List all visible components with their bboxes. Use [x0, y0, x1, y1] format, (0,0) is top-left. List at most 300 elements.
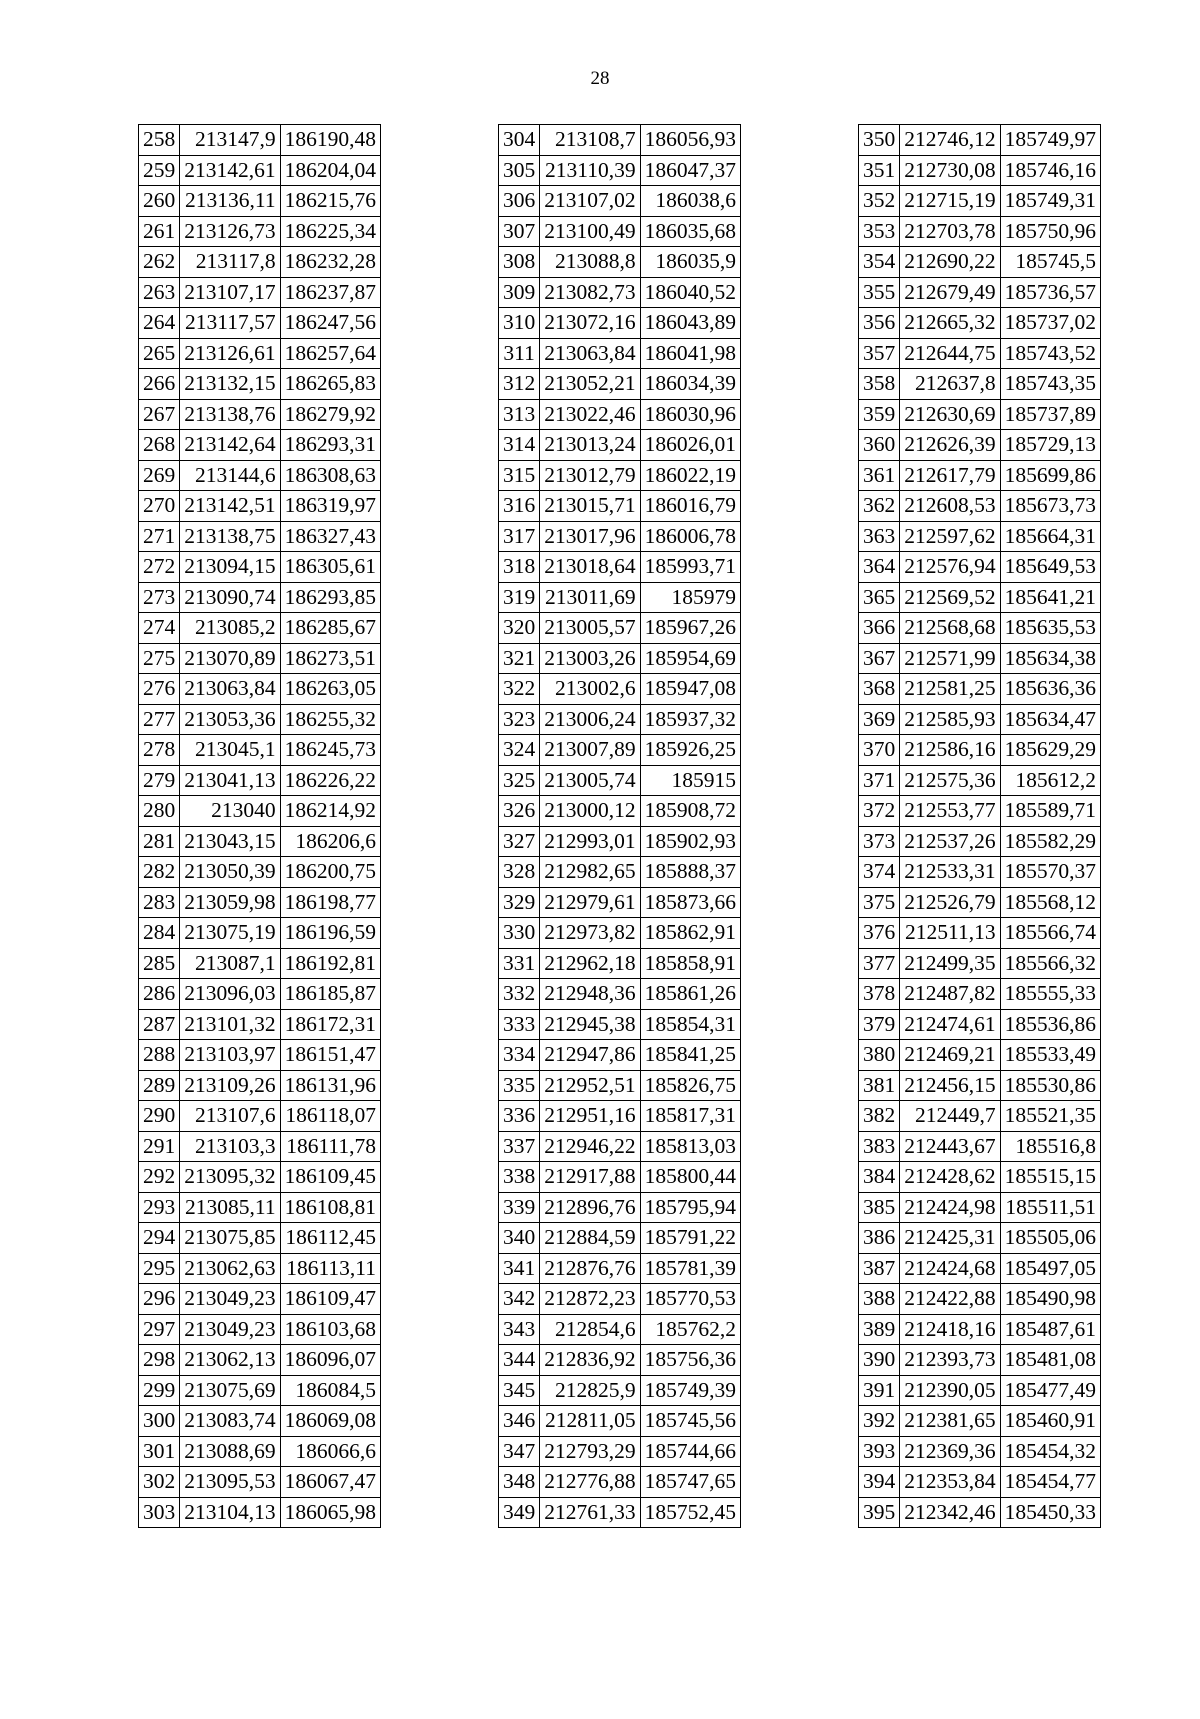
- y-coordinate-cell: 185737,89: [1000, 399, 1100, 430]
- point-number-cell: 387: [859, 1253, 900, 1284]
- table-row: [859, 1467, 1101, 1498]
- point-number-cell: 356: [859, 308, 900, 339]
- point-number-cell: 343: [499, 1314, 540, 1345]
- y-coordinate-cell: 185737,02: [1000, 308, 1100, 339]
- y-coordinate-cell: 186255,32: [280, 704, 380, 735]
- point-number-cell: 360: [859, 430, 900, 461]
- point-number-cell: 361: [859, 460, 900, 491]
- point-number-cell: 277: [139, 704, 180, 735]
- point-number-cell: 370: [859, 735, 900, 766]
- point-number-cell: 306: [499, 186, 540, 217]
- table-row: [499, 1345, 741, 1376]
- y-coordinate-cell: 185582,29: [1000, 826, 1100, 857]
- point-number-cell: 269: [139, 460, 180, 491]
- table-row: [139, 430, 381, 461]
- point-number-cell: 328: [499, 857, 540, 888]
- table-row: [859, 491, 1101, 522]
- table-row: [859, 948, 1101, 979]
- table-row: [499, 1467, 741, 1498]
- y-coordinate-cell: 186041,98: [640, 338, 740, 369]
- y-coordinate-cell: 186096,07: [280, 1345, 380, 1376]
- y-coordinate-cell: 185861,26: [640, 979, 740, 1010]
- table-row: [499, 1253, 741, 1284]
- y-coordinate-cell: 185813,03: [640, 1131, 740, 1162]
- x-coordinate-cell: 212825,9: [540, 1375, 640, 1406]
- table-row: [499, 430, 741, 461]
- y-coordinate-cell: 185926,25: [640, 735, 740, 766]
- point-number-cell: 384: [859, 1162, 900, 1193]
- point-number-cell: 268: [139, 430, 180, 461]
- x-coordinate-cell: 213090,74: [180, 582, 280, 613]
- x-coordinate-cell: 213002,6: [540, 674, 640, 705]
- point-number-cell: 295: [139, 1253, 180, 1284]
- point-number-cell: 383: [859, 1131, 900, 1162]
- x-coordinate-cell: 212474,61: [900, 1009, 1000, 1040]
- point-number-cell: 354: [859, 247, 900, 278]
- table-row: [139, 1314, 381, 1345]
- table-row: [859, 918, 1101, 949]
- table-row: [139, 491, 381, 522]
- table-row: [859, 643, 1101, 674]
- table-row: [859, 430, 1101, 461]
- point-number-cell: 310: [499, 308, 540, 339]
- x-coordinate-cell: 212884,59: [540, 1223, 640, 1254]
- table-row: [139, 735, 381, 766]
- point-number-cell: 393: [859, 1436, 900, 1467]
- point-number-cell: 280: [139, 796, 180, 827]
- table-row: [139, 308, 381, 339]
- table-row: [139, 582, 381, 613]
- table-row: [859, 704, 1101, 735]
- y-coordinate-cell: 185749,97: [1000, 125, 1100, 156]
- y-coordinate-cell: 185795,94: [640, 1192, 740, 1223]
- y-coordinate-cell: 186190,48: [280, 125, 380, 156]
- table-row: [859, 216, 1101, 247]
- table-row: [499, 521, 741, 552]
- y-coordinate-cell: 185481,08: [1000, 1345, 1100, 1376]
- point-number-cell: 330: [499, 918, 540, 949]
- y-coordinate-cell: 185536,86: [1000, 1009, 1100, 1040]
- point-number-cell: 279: [139, 765, 180, 796]
- y-coordinate-cell: 186067,47: [280, 1467, 380, 1498]
- y-coordinate-cell: 186016,79: [640, 491, 740, 522]
- point-number-cell: 321: [499, 643, 540, 674]
- x-coordinate-cell: 212553,77: [900, 796, 1000, 827]
- table-row: [859, 1192, 1101, 1223]
- table-row: [139, 1497, 381, 1528]
- x-coordinate-cell: 212597,62: [900, 521, 1000, 552]
- table-row: [859, 1009, 1101, 1040]
- y-coordinate-cell: 185505,06: [1000, 1223, 1100, 1254]
- y-coordinate-cell: 186204,04: [280, 155, 380, 186]
- table-row: [139, 613, 381, 644]
- y-coordinate-cell: 185736,57: [1000, 277, 1100, 308]
- x-coordinate-cell: 213041,13: [180, 765, 280, 796]
- point-number-cell: 342: [499, 1284, 540, 1315]
- table-row: [139, 765, 381, 796]
- x-coordinate-cell: 212425,31: [900, 1223, 1000, 1254]
- point-number-cell: 273: [139, 582, 180, 613]
- y-coordinate-cell: 186118,07: [280, 1101, 380, 1132]
- y-coordinate-cell: 185555,33: [1000, 979, 1100, 1010]
- y-coordinate-cell: 186113,11: [280, 1253, 380, 1284]
- x-coordinate-cell: 213045,1: [180, 735, 280, 766]
- point-number-cell: 381: [859, 1070, 900, 1101]
- x-coordinate-cell: 212626,39: [900, 430, 1000, 461]
- x-coordinate-cell: 212381,65: [900, 1406, 1000, 1437]
- page-number: 28: [590, 68, 610, 89]
- x-coordinate-cell: 212761,33: [540, 1497, 640, 1528]
- point-number-cell: 308: [499, 247, 540, 278]
- x-coordinate-cell: 212608,53: [900, 491, 1000, 522]
- table-row: [859, 1101, 1101, 1132]
- y-coordinate-cell: 185744,66: [640, 1436, 740, 1467]
- point-number-cell: 351: [859, 155, 900, 186]
- y-coordinate-cell: 186319,97: [280, 491, 380, 522]
- point-number-cell: 300: [139, 1406, 180, 1437]
- table-row: [499, 826, 741, 857]
- table-row: [499, 369, 741, 400]
- y-coordinate-cell: 185521,35: [1000, 1101, 1100, 1132]
- table-row: [499, 491, 741, 522]
- table-row: [499, 1009, 741, 1040]
- table-row: [499, 948, 741, 979]
- x-coordinate-cell: 212499,35: [900, 948, 1000, 979]
- x-coordinate-cell: 212715,19: [900, 186, 1000, 217]
- x-coordinate-cell: 213022,46: [540, 399, 640, 430]
- table-row: [139, 247, 381, 278]
- point-number-cell: 327: [499, 826, 540, 857]
- coordinate-table-1: [138, 124, 381, 1528]
- y-coordinate-cell: 186131,96: [280, 1070, 380, 1101]
- x-coordinate-cell: 212511,13: [900, 918, 1000, 949]
- y-coordinate-cell: 185641,21: [1000, 582, 1100, 613]
- coordinate-table-2: [498, 124, 741, 1528]
- x-coordinate-cell: 213050,39: [180, 857, 280, 888]
- x-coordinate-cell: 212811,05: [540, 1406, 640, 1437]
- y-coordinate-cell: 185612,2: [1000, 765, 1100, 796]
- table-row: [499, 1497, 741, 1528]
- y-coordinate-cell: 186069,08: [280, 1406, 380, 1437]
- point-number-cell: 293: [139, 1192, 180, 1223]
- y-coordinate-cell: 185756,36: [640, 1345, 740, 1376]
- x-coordinate-cell: 213126,61: [180, 338, 280, 369]
- y-coordinate-cell: 185745,5: [1000, 247, 1100, 278]
- table-row: [859, 1253, 1101, 1284]
- y-coordinate-cell: 186192,81: [280, 948, 380, 979]
- x-coordinate-cell: 212342,46: [900, 1497, 1000, 1528]
- x-coordinate-cell: 213095,32: [180, 1162, 280, 1193]
- x-coordinate-cell: 213083,74: [180, 1406, 280, 1437]
- x-coordinate-cell: 213142,64: [180, 430, 280, 461]
- x-coordinate-cell: 213094,15: [180, 552, 280, 583]
- x-coordinate-cell: 212568,68: [900, 613, 1000, 644]
- table-row: [859, 735, 1101, 766]
- x-coordinate-cell: 213126,73: [180, 216, 280, 247]
- y-coordinate-cell: 185568,12: [1000, 887, 1100, 918]
- x-coordinate-cell: 212369,36: [900, 1436, 1000, 1467]
- x-coordinate-cell: 213096,03: [180, 979, 280, 1010]
- table-row: [859, 1284, 1101, 1315]
- y-coordinate-cell: 186257,64: [280, 338, 380, 369]
- x-coordinate-cell: 213012,79: [540, 460, 640, 491]
- point-number-cell: 296: [139, 1284, 180, 1315]
- x-coordinate-cell: 213040: [180, 796, 280, 827]
- point-number-cell: 267: [139, 399, 180, 430]
- y-coordinate-cell: 185762,2: [640, 1314, 740, 1345]
- table-row: [859, 1070, 1101, 1101]
- point-number-cell: 353: [859, 216, 900, 247]
- y-coordinate-cell: 186040,52: [640, 277, 740, 308]
- point-number-cell: 348: [499, 1467, 540, 1498]
- y-coordinate-cell: 186263,05: [280, 674, 380, 705]
- point-number-cell: 329: [499, 887, 540, 918]
- point-number-cell: 345: [499, 1375, 540, 1406]
- point-number-cell: 304: [499, 125, 540, 156]
- table-row: [139, 948, 381, 979]
- x-coordinate-cell: 213144,6: [180, 460, 280, 491]
- point-number-cell: 346: [499, 1406, 540, 1437]
- y-coordinate-cell: 185791,22: [640, 1223, 740, 1254]
- table-row: [499, 979, 741, 1010]
- x-coordinate-cell: 213136,11: [180, 186, 280, 217]
- point-number-cell: 301: [139, 1436, 180, 1467]
- table-row: [859, 1314, 1101, 1345]
- y-coordinate-cell: 185530,86: [1000, 1070, 1100, 1101]
- x-coordinate-cell: 212456,15: [900, 1070, 1000, 1101]
- point-number-cell: 395: [859, 1497, 900, 1528]
- point-number-cell: 355: [859, 277, 900, 308]
- x-coordinate-cell: 212424,68: [900, 1253, 1000, 1284]
- y-coordinate-cell: 185460,91: [1000, 1406, 1100, 1437]
- x-coordinate-cell: 212948,36: [540, 979, 640, 1010]
- y-coordinate-cell: 185589,71: [1000, 796, 1100, 827]
- table-row: [499, 1314, 741, 1345]
- table-row: [499, 1162, 741, 1193]
- table-row: [139, 1009, 381, 1040]
- y-coordinate-cell: 186065,98: [280, 1497, 380, 1528]
- x-coordinate-cell: 212982,65: [540, 857, 640, 888]
- table-row: [139, 796, 381, 827]
- point-number-cell: 261: [139, 216, 180, 247]
- point-number-cell: 359: [859, 399, 900, 430]
- point-number-cell: 365: [859, 582, 900, 613]
- y-coordinate-cell: 185752,45: [640, 1497, 740, 1528]
- y-coordinate-cell: 185915: [640, 765, 740, 796]
- x-coordinate-cell: 212393,73: [900, 1345, 1000, 1376]
- point-number-cell: 379: [859, 1009, 900, 1040]
- y-coordinate-cell: 185746,16: [1000, 155, 1100, 186]
- table-row: [499, 552, 741, 583]
- y-coordinate-cell: 186034,39: [640, 369, 740, 400]
- x-coordinate-cell: 213107,02: [540, 186, 640, 217]
- table-row: [139, 1192, 381, 1223]
- point-number-cell: 270: [139, 491, 180, 522]
- point-number-cell: 378: [859, 979, 900, 1010]
- x-coordinate-cell: 212730,08: [900, 155, 1000, 186]
- x-coordinate-cell: 212576,94: [900, 552, 1000, 583]
- y-coordinate-cell: 185629,29: [1000, 735, 1100, 766]
- point-number-cell: 373: [859, 826, 900, 857]
- y-coordinate-cell: 186245,73: [280, 735, 380, 766]
- table-row: [139, 1223, 381, 1254]
- table-row: [859, 1223, 1101, 1254]
- point-number-cell: 292: [139, 1162, 180, 1193]
- y-coordinate-cell: 185664,31: [1000, 521, 1100, 552]
- point-number-cell: 326: [499, 796, 540, 827]
- point-number-cell: 283: [139, 887, 180, 918]
- point-number-cell: 357: [859, 338, 900, 369]
- y-coordinate-cell: 185817,31: [640, 1101, 740, 1132]
- y-coordinate-cell: 185888,37: [640, 857, 740, 888]
- y-coordinate-cell: 186308,63: [280, 460, 380, 491]
- x-coordinate-cell: 213110,39: [540, 155, 640, 186]
- x-coordinate-cell: 213006,24: [540, 704, 640, 735]
- x-coordinate-cell: 213107,17: [180, 277, 280, 308]
- y-coordinate-cell: 186066,6: [280, 1436, 380, 1467]
- y-coordinate-cell: 185450,33: [1000, 1497, 1100, 1528]
- y-coordinate-cell: 186109,45: [280, 1162, 380, 1193]
- table-row: [139, 1436, 381, 1467]
- y-coordinate-cell: 186103,68: [280, 1314, 380, 1345]
- table-row: [499, 857, 741, 888]
- point-number-cell: 313: [499, 399, 540, 430]
- y-coordinate-cell: 185770,53: [640, 1284, 740, 1315]
- x-coordinate-cell: 213013,24: [540, 430, 640, 461]
- point-number-cell: 311: [499, 338, 540, 369]
- table-row: [139, 826, 381, 857]
- table-row: [139, 1101, 381, 1132]
- y-coordinate-cell: 186327,43: [280, 521, 380, 552]
- x-coordinate-cell: 212690,22: [900, 247, 1000, 278]
- x-coordinate-cell: 213075,19: [180, 918, 280, 949]
- point-number-cell: 371: [859, 765, 900, 796]
- x-coordinate-cell: 213062,63: [180, 1253, 280, 1284]
- x-coordinate-cell: 212993,01: [540, 826, 640, 857]
- point-number-cell: 388: [859, 1284, 900, 1315]
- table-row: [859, 521, 1101, 552]
- table-row: [139, 1375, 381, 1406]
- point-number-cell: 344: [499, 1345, 540, 1376]
- y-coordinate-cell: 186225,34: [280, 216, 380, 247]
- x-coordinate-cell: 212946,22: [540, 1131, 640, 1162]
- point-number-cell: 259: [139, 155, 180, 186]
- table-row: [859, 277, 1101, 308]
- y-coordinate-cell: 186232,28: [280, 247, 380, 278]
- y-coordinate-cell: 185858,91: [640, 948, 740, 979]
- table-row: [859, 1040, 1101, 1071]
- point-number-cell: 320: [499, 613, 540, 644]
- x-coordinate-cell: 213087,1: [180, 948, 280, 979]
- x-coordinate-cell: 212962,18: [540, 948, 640, 979]
- y-coordinate-cell: 186196,59: [280, 918, 380, 949]
- x-coordinate-cell: 212679,49: [900, 277, 1000, 308]
- x-coordinate-cell: 212526,79: [900, 887, 1000, 918]
- x-coordinate-cell: 213063,84: [180, 674, 280, 705]
- x-coordinate-cell: 213082,73: [540, 277, 640, 308]
- point-number-cell: 382: [859, 1101, 900, 1132]
- y-coordinate-cell: 185454,77: [1000, 1467, 1100, 1498]
- x-coordinate-cell: 213142,51: [180, 491, 280, 522]
- table-row: [859, 765, 1101, 796]
- x-coordinate-cell: 213138,75: [180, 521, 280, 552]
- y-coordinate-cell: 186035,68: [640, 216, 740, 247]
- table-row: [859, 460, 1101, 491]
- y-coordinate-cell: 185515,15: [1000, 1162, 1100, 1193]
- table-row: [139, 918, 381, 949]
- x-coordinate-cell: 212424,98: [900, 1192, 1000, 1223]
- x-coordinate-cell: 212537,26: [900, 826, 1000, 857]
- table-row: [859, 1162, 1101, 1193]
- y-coordinate-cell: 186198,77: [280, 887, 380, 918]
- x-coordinate-cell: 212917,88: [540, 1162, 640, 1193]
- table-row: [139, 1040, 381, 1071]
- x-coordinate-cell: 212443,67: [900, 1131, 1000, 1162]
- table-row: [859, 796, 1101, 827]
- point-number-cell: 386: [859, 1223, 900, 1254]
- point-number-cell: 376: [859, 918, 900, 949]
- x-coordinate-cell: 213085,11: [180, 1192, 280, 1223]
- table-row: [139, 155, 381, 186]
- x-coordinate-cell: 213018,64: [540, 552, 640, 583]
- x-coordinate-cell: 213103,97: [180, 1040, 280, 1071]
- point-number-cell: 260: [139, 186, 180, 217]
- point-number-cell: 322: [499, 674, 540, 705]
- x-coordinate-cell: 213000,12: [540, 796, 640, 827]
- table-row: [499, 1223, 741, 1254]
- y-coordinate-cell: 185745,56: [640, 1406, 740, 1437]
- y-coordinate-cell: 185841,25: [640, 1040, 740, 1071]
- x-coordinate-cell: 213109,26: [180, 1070, 280, 1101]
- point-number-cell: 331: [499, 948, 540, 979]
- y-coordinate-cell: 186038,6: [640, 186, 740, 217]
- table-row: [859, 674, 1101, 705]
- point-number-cell: 285: [139, 948, 180, 979]
- point-number-cell: 391: [859, 1375, 900, 1406]
- y-coordinate-cell: 186108,81: [280, 1192, 380, 1223]
- point-number-cell: 264: [139, 308, 180, 339]
- table-row: [859, 186, 1101, 217]
- table-row: [139, 186, 381, 217]
- point-number-cell: 394: [859, 1467, 900, 1498]
- point-number-cell: 305: [499, 155, 540, 186]
- y-coordinate-cell: 186151,47: [280, 1040, 380, 1071]
- table-row: [499, 1406, 741, 1437]
- table-row: [499, 735, 741, 766]
- point-number-cell: 380: [859, 1040, 900, 1071]
- y-coordinate-cell: 185826,75: [640, 1070, 740, 1101]
- table-row: [139, 125, 381, 156]
- point-number-cell: 341: [499, 1253, 540, 1284]
- coordinate-table-3: [858, 124, 1101, 1528]
- x-coordinate-cell: 212422,88: [900, 1284, 1000, 1315]
- x-coordinate-cell: 213049,23: [180, 1314, 280, 1345]
- y-coordinate-cell: 186279,92: [280, 399, 380, 430]
- x-coordinate-cell: 212390,05: [900, 1375, 1000, 1406]
- table-row: [499, 643, 741, 674]
- point-number-cell: 390: [859, 1345, 900, 1376]
- x-coordinate-cell: 213138,76: [180, 399, 280, 430]
- table-row: [499, 247, 741, 278]
- point-number-cell: 362: [859, 491, 900, 522]
- x-coordinate-cell: 213085,2: [180, 613, 280, 644]
- point-number-cell: 302: [139, 1467, 180, 1498]
- x-coordinate-cell: 212951,16: [540, 1101, 640, 1132]
- y-coordinate-cell: 185673,73: [1000, 491, 1100, 522]
- point-number-cell: 349: [499, 1497, 540, 1528]
- table-row: [139, 521, 381, 552]
- table-row: [139, 277, 381, 308]
